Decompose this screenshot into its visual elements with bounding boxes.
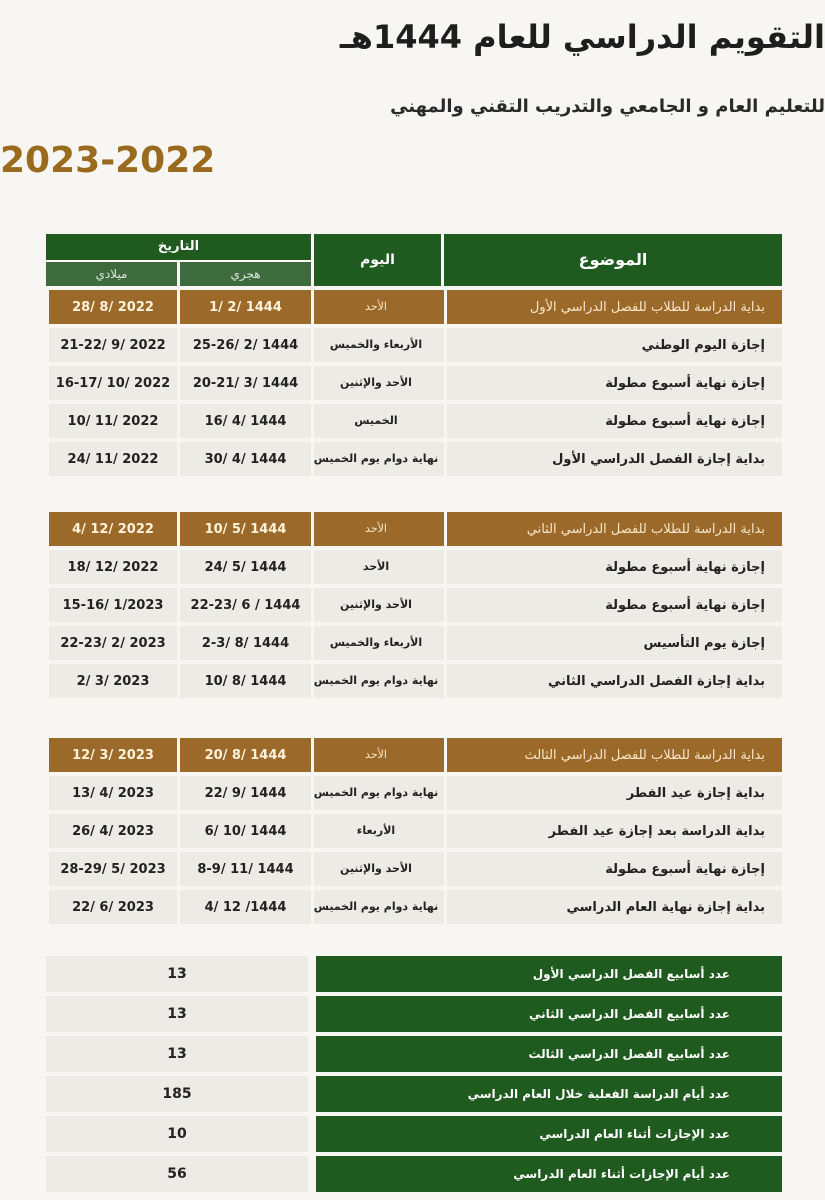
- topic-cell: بداية الدراسة للطلاب للفصل الدراسي الثالث: [444, 738, 782, 772]
- topic-cell: بداية إجازة نهاية العام الدراسي: [444, 890, 782, 924]
- hijri-date-cell: 6/ 10/ 1444: [177, 814, 311, 848]
- hijri-date-cell: 20-21/ 3/ 1444: [177, 366, 311, 400]
- summary-row: [46, 1156, 782, 1192]
- day-cell: الأحد: [311, 550, 444, 584]
- day-cell: الأحد والإثنين: [311, 588, 444, 622]
- header-day: اليوم: [314, 234, 441, 286]
- table-row: [46, 814, 782, 848]
- gregorian-date-cell: 15-16/ 1/2023: [46, 588, 177, 622]
- summary-label: [316, 1076, 782, 1112]
- summary-label-text: عدد أسابيع الفصل الدراسي الثاني: [529, 1007, 730, 1021]
- summary-value: 56: [46, 1156, 308, 1192]
- topic-cell: بداية إجازة الفصل الدراسي الأول: [444, 442, 782, 476]
- table-header: [46, 234, 782, 286]
- gregorian-date-cell: 21-22/ 9/ 2022: [46, 328, 177, 362]
- table-row: [46, 550, 782, 584]
- hijri-date-cell: 30/ 4/ 1444: [177, 442, 311, 476]
- gregorian-date-cell: 18/ 12/ 2022: [46, 550, 177, 584]
- hijri-date-cell: 10/ 5/ 1444: [177, 512, 311, 546]
- header-hijri: هجري: [180, 262, 311, 286]
- day-cell: الخميس: [311, 404, 444, 438]
- semester-start-row: [46, 290, 782, 324]
- summary-row: [46, 1076, 782, 1112]
- table-row: [46, 328, 782, 362]
- table-row: [46, 664, 782, 698]
- semester-start-row: [46, 738, 782, 772]
- hijri-date-cell: 10/ 8/ 1444: [177, 664, 311, 698]
- topic-cell: بداية الدراسة للطلاب للفصل الدراسي الأول: [444, 290, 782, 324]
- semester-start-row: [46, 512, 782, 546]
- summary-label-text: عدد أسابيع الفصل الدراسي الأول: [532, 967, 730, 981]
- summary-value: 13: [46, 1036, 308, 1072]
- summary-label-text: عدد أسابيع الفصل الدراسي الثالث: [528, 1047, 730, 1061]
- header-gregorian: ميلادي: [46, 262, 177, 286]
- gregorian-date-cell: 26/ 4/ 2023: [46, 814, 177, 848]
- gregorian-date-cell: 24/ 11/ 2022: [46, 442, 177, 476]
- semester-2-table: [46, 508, 782, 702]
- summary-table: [46, 956, 782, 1196]
- day-cell: نهاية دوام يوم الخميس: [311, 890, 444, 924]
- page-subtitle: للتعليم العام و الجامعي والتدريب التقني والمهني: [390, 96, 825, 117]
- summary-value: 10: [46, 1116, 308, 1152]
- table-row: [46, 852, 782, 886]
- summary-label: [316, 996, 782, 1032]
- gregorian-date-cell: 28/ 8/ 2022: [46, 290, 177, 324]
- table-row: [46, 442, 782, 476]
- semester-3-table: [46, 734, 782, 928]
- topic-cell: إجازة نهاية أسبوع مطولة: [444, 366, 782, 400]
- topic-cell: إجازة يوم التأسيس: [444, 626, 782, 660]
- gregorian-date-cell: 13/ 4/ 2023: [46, 776, 177, 810]
- day-cell: الأربعاء: [311, 814, 444, 848]
- gregorian-date-cell: 16-17/ 10/ 2022: [46, 366, 177, 400]
- gregorian-date-cell: 22/ 6/ 2023: [46, 890, 177, 924]
- topic-cell: إجازة نهاية أسبوع مطولة: [444, 588, 782, 622]
- summary-label: [316, 1156, 782, 1192]
- hijri-date-cell: 4/ 12 /1444: [177, 890, 311, 924]
- hijri-date-cell: 22-23/ 6 / 1444: [177, 588, 311, 622]
- semester-1-table: [46, 286, 782, 480]
- summary-label-text: عدد أيام الدراسة الفعلية خلال العام الدراسي: [467, 1087, 730, 1101]
- hijri-date-cell: 20/ 8/ 1444: [177, 738, 311, 772]
- topic-cell: بداية الدراسة للطلاب للفصل الدراسي الثاني: [444, 512, 782, 546]
- gregorian-date-cell: 10/ 11/ 2022: [46, 404, 177, 438]
- summary-row: [46, 1036, 782, 1072]
- day-cell: نهاية دوام يوم الخميس: [311, 664, 444, 698]
- summary-row: [46, 956, 782, 992]
- table-row: [46, 404, 782, 438]
- day-cell: الأحد والإثنين: [311, 366, 444, 400]
- topic-cell: بداية إجازة عيد الفطر: [444, 776, 782, 810]
- topic-cell: إجازة اليوم الوطني: [444, 328, 782, 362]
- summary-value: 185: [46, 1076, 308, 1112]
- summary-label-text: عدد الإجازات أثناء العام الدراسي: [539, 1127, 730, 1141]
- day-cell: نهاية دوام يوم الخميس: [311, 442, 444, 476]
- summary-label: [316, 1116, 782, 1152]
- gregorian-date-cell: 4/ 12/ 2022: [46, 512, 177, 546]
- header-topic: الموضوع: [444, 234, 782, 286]
- table-row: [46, 776, 782, 810]
- hijri-date-cell: 1/ 2/ 1444: [177, 290, 311, 324]
- table-row: [46, 626, 782, 660]
- day-cell: الأحد والإثنين: [311, 852, 444, 886]
- summary-label: [316, 956, 782, 992]
- hijri-date-cell: 16/ 4/ 1444: [177, 404, 311, 438]
- gregorian-date-cell: 22-23/ 2/ 2023: [46, 626, 177, 660]
- header-date: التاريخ: [46, 234, 311, 260]
- table-row: [46, 366, 782, 400]
- summary-value: 13: [46, 956, 308, 992]
- day-cell: الأحد: [311, 738, 444, 772]
- topic-cell: إجازة نهاية أسبوع مطولة: [444, 404, 782, 438]
- day-cell: الأربعاء والخميس: [311, 626, 444, 660]
- summary-label-text: عدد أيام الإجازات أثناء العام الدراسي: [513, 1167, 730, 1181]
- day-cell: نهاية دوام يوم الخميس: [311, 776, 444, 810]
- gregorian-date-cell: 28-29/ 5/ 2023: [46, 852, 177, 886]
- hijri-date-cell: 8-9/ 11/ 1444: [177, 852, 311, 886]
- day-cell: الأحد: [311, 512, 444, 546]
- academic-years: 2023-2022: [0, 140, 216, 181]
- table-row: [46, 588, 782, 622]
- hijri-date-cell: 24/ 5/ 1444: [177, 550, 311, 584]
- day-cell: الأحد: [311, 290, 444, 324]
- page-title: التقويم الدراسي للعام 1444هـ: [339, 18, 825, 56]
- hijri-date-cell: 22/ 9/ 1444: [177, 776, 311, 810]
- topic-cell: بداية إجازة الفصل الدراسي الثاني: [444, 664, 782, 698]
- summary-label: [316, 1036, 782, 1072]
- summary-value: 13: [46, 996, 308, 1032]
- summary-row: [46, 996, 782, 1032]
- hijri-date-cell: 25-26/ 2/ 1444: [177, 328, 311, 362]
- day-cell: الأربعاء والخميس: [311, 328, 444, 362]
- gregorian-date-cell: 12/ 3/ 2023: [46, 738, 177, 772]
- table-row: [46, 890, 782, 924]
- topic-cell: بداية الدراسة بعد إجازة عيد الفطر: [444, 814, 782, 848]
- topic-cell: إجازة نهاية أسبوع مطولة: [444, 550, 782, 584]
- hijri-date-cell: 2-3/ 8/ 1444: [177, 626, 311, 660]
- topic-cell: إجازة نهاية أسبوع مطولة: [444, 852, 782, 886]
- summary-row: [46, 1116, 782, 1152]
- gregorian-date-cell: 2/ 3/ 2023: [46, 664, 177, 698]
